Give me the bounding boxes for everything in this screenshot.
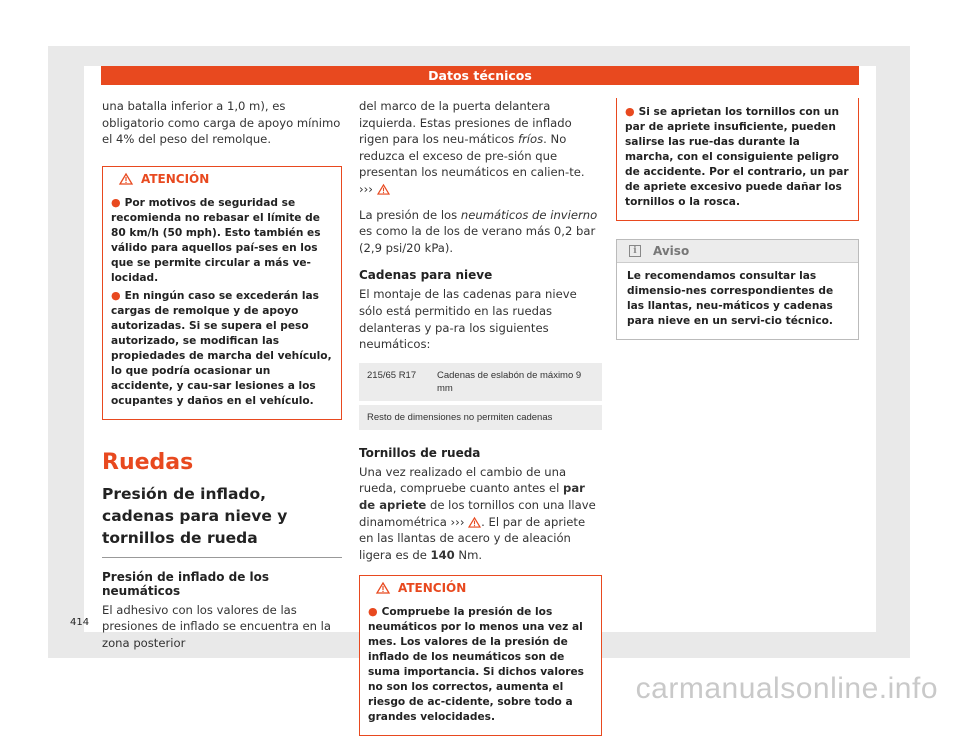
warning-item: ● En ningún caso se excederán las cargas de remolque y de apoyo autorizadas. Si se supera el peso autorizado, se modifican las propiedades de marcha del vehículo, lo que podría ocasionar un accidente, y cau-sar lesiones a los ocupantes y daños en el vehículo. bbox=[111, 288, 332, 407]
warning-triangle-icon bbox=[468, 517, 481, 528]
info-icon: i bbox=[629, 245, 641, 257]
intro-paragraph: una batalla inferior a 1,0 m), es obligatorio como carga de apoyo mínimo el 4% del peso del remolque. bbox=[102, 99, 341, 147]
warning-box-continued bbox=[616, 98, 859, 221]
table-row bbox=[359, 363, 602, 401]
watermark: carmanualsonline.info bbox=[635, 672, 938, 705]
warning-title: ATENCIÓN bbox=[141, 171, 210, 186]
bolts-paragraph: Una vez realizado el cambio de una rueda, compruebe cuanto antes el par de apriete de los tornillos con una llave dinamométrica ››› . El par de apriete en las llantas de acero y de aleación ligera es de 140 Nm. bbox=[359, 464, 596, 562]
column-2 bbox=[359, 98, 602, 736]
warning-header bbox=[103, 167, 341, 191]
warning-triangle-icon bbox=[376, 582, 390, 594]
note-text: Le recomendamos consultar las dimensio-nes correspondientes de las llantas, neu-máticos y cadenas para nieve en un servi-cio técnico. bbox=[627, 270, 834, 327]
note-title: Aviso bbox=[653, 244, 690, 258]
winter-paragraph: La presión de los neumáticos de invierno es como la de los de verano más 0,2 bar (2,9 psi/20 kPa). bbox=[359, 207, 598, 255]
chains-table bbox=[359, 359, 602, 434]
chains-paragraph: El montaje de las cadenas para nieve sólo está permitido en las ruedas delanteras y pa-ra los siguientes neumáticos: bbox=[359, 287, 577, 352]
section-title: Ruedas bbox=[102, 449, 194, 475]
sub-heading: Presión de inflado de los neumáticos bbox=[102, 569, 270, 598]
warning-box bbox=[359, 575, 602, 736]
pressure-paragraph: del marco de la puerta delantera izquierda. Estas presiones de inflado rigen para los neu-máticos fríos. No reduzca el exceso de pre-sión que presentan los neumáticos en calien-te. ››› bbox=[359, 99, 585, 196]
warning-item: ● Si se aprietan los tornillos con un par de apriete insuficiente, pueden salirse las rue-das durante la marcha, con el consiguiente peligro de accidente. Por el contrario, un par de apriete excesivo puede dañar los tornillos o la rosca. bbox=[625, 105, 849, 208]
bolts-heading: Tornillos de rueda bbox=[359, 445, 481, 460]
table-cell: Cadenas de eslabón de máximo 9 mm bbox=[429, 363, 602, 401]
table-cell: 215/65 R17 bbox=[359, 363, 429, 401]
section-subtitle: Presión de inflado, cadenas para nieve y tornillos de rueda bbox=[102, 483, 342, 558]
column-3 bbox=[616, 98, 859, 340]
warning-header bbox=[360, 576, 601, 600]
chains-heading: Cadenas para nieve bbox=[359, 268, 493, 283]
note-box bbox=[616, 239, 859, 340]
page-number: 414 bbox=[70, 617, 90, 628]
warning-item: ● Por motivos de seguridad se recomienda no rebasar el límite de 80 km/h (50 mph). Esto también es válido para aquellos paí-ses en los que se permite circular a más ve-locidad. bbox=[111, 195, 321, 284]
note-header bbox=[617, 240, 858, 263]
inflation-paragraph: El adhesivo con los valores de las presiones de inflado se encuentra en la zona posterior bbox=[102, 602, 331, 650]
warning-title: ATENCIÓN bbox=[398, 581, 467, 596]
column-1 bbox=[102, 98, 342, 652]
warning-triangle-icon bbox=[119, 173, 133, 185]
table-cell: Resto de dimensiones no permiten cadenas bbox=[359, 405, 602, 430]
warning-box bbox=[102, 166, 342, 420]
warning-item: ● Compruebe la presión de los neumáticos por lo menos una vez al mes. Los valores de la presión de inflado de los neumáticos son de suma importancia. Si dichos valores no son los correctos, aumenta el riesgo de ac-cidente, sobre todo a grandes velocidades. bbox=[368, 605, 584, 724]
table-row bbox=[359, 405, 602, 430]
warning-triangle-icon bbox=[377, 184, 390, 195]
chapter-header: Datos técnicos bbox=[101, 66, 859, 85]
